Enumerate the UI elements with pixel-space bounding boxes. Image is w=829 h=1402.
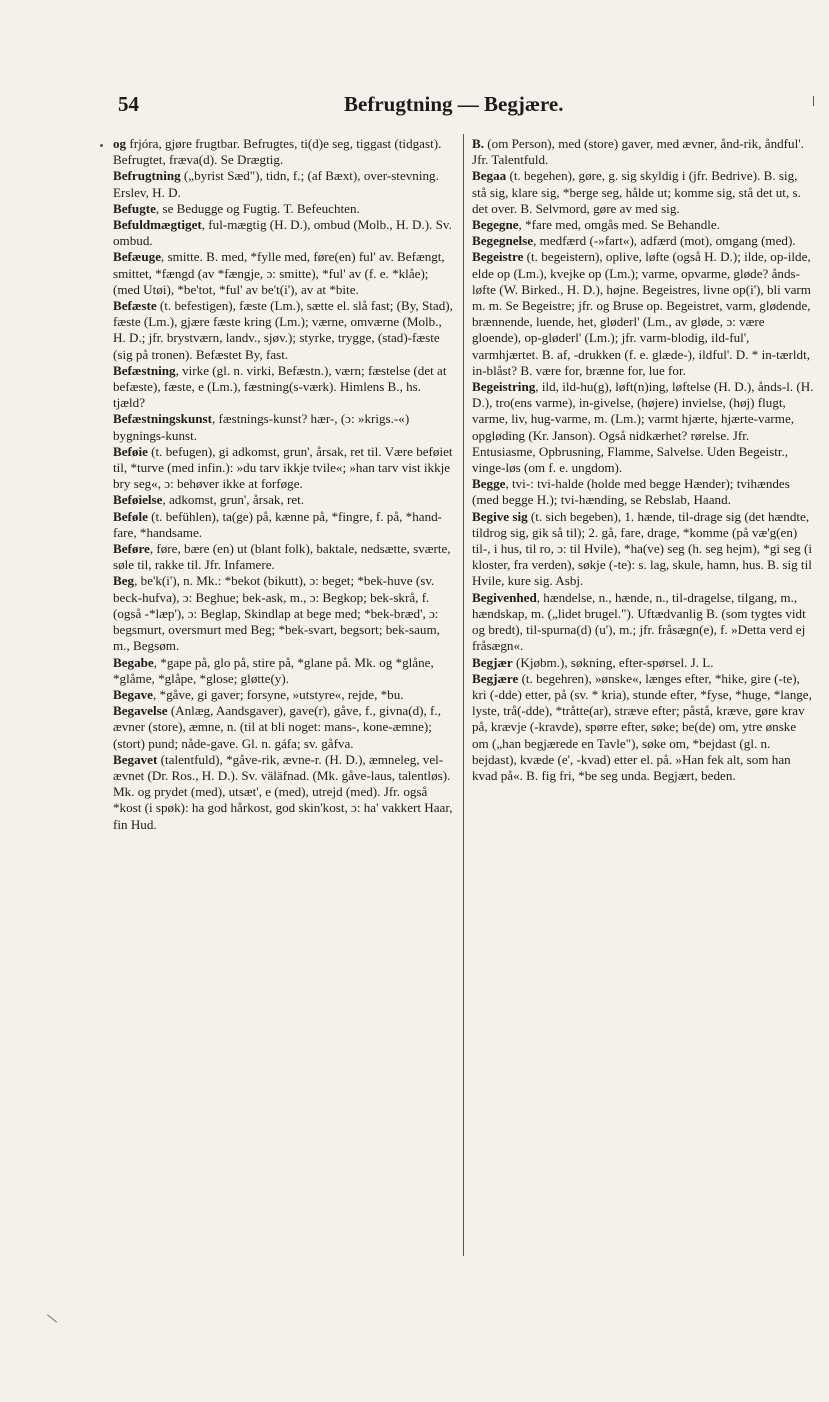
headword: Begjære xyxy=(472,670,519,686)
headword: Begavelse xyxy=(113,703,168,719)
right-column xyxy=(472,136,814,1256)
dictionary-entry: Beg, be'k(i'), n. Mk.: *bekot (bikutt), ɔ: beget; *bek-huve (sv. beck-hufva), ɔ: Beghue; bek-ask, m., ɔ: Begkop; bek-skrå, f. (også -*læp'), ɔ: Beglap, Skindlap at bege med; *bek-bræd', ɔ: begsmurt, oversmurt med Beg; *bek-svart, begsort; bek-saum, m., Begsøm. xyxy=(113,573,440,654)
dictionary-entry: Befrugtning („byrist Sæd"), tidn, f.; (af Bæxt), over-stevning. Erslev, H. D. xyxy=(113,168,439,200)
dictionary-entry: Begegne, *fare med, omgås med. Se Behandle. xyxy=(472,217,720,233)
headword: Begjær xyxy=(472,654,513,670)
dictionary-entry: Begavet (talentfuld), *gåve-rik, ævne-r. (H. D.), æmneleg, vel-ævnet (Dr. Ros., H. D.). Sv. väläfnad. (Mk. gåve-laus, talentløs). Mk. og prydet (med), utsæt', e (med), utrejd (med). Jfr. også *kost (i spøk): ha god hårkost, god skin'kost, ɔ: ha' vakkert Haar, fin Hud. xyxy=(113,751,453,832)
dictionary-entry: Befæste (t. befestigen), fæste (Lm.), sætte el. slå fast; (By, Stad), fæste (Lm.), gjære fæste kring (Lm.); værne, omværne (Molb., H. D.; jfr. brystværn, landv., sjøv.); styrke, trygge, (stad)-fæste (sig på tronen). Befæstet By, fast. xyxy=(113,298,453,362)
dictionary-entry: Befæstningskunst, fæstnings-kunst? hær-, (ɔ: »krigs.-«) bygnings-kunst. xyxy=(113,411,410,443)
dictionary-entry: Beføielse, adkomst, grun', årsak, ret. xyxy=(113,492,305,508)
headword: Befæste xyxy=(113,298,157,314)
page-header xyxy=(118,92,588,120)
headword: Befæuge xyxy=(113,249,162,265)
dictionary-entry: Befæstning, virke (gl. n. virki, Befæstn.), værn; fæstelse (det at befæste), fæste, e (Lm.), fæstning(s-værk). Himlens B., hs. tjæld? xyxy=(113,362,447,411)
dictionary-entry: Begive sig (t. sich begeben), 1. hænde, til-drage sig (det hændte, tildrog sig, gik så til); 2. gå, fare, drage, *komme (på væ'g(en) til-, i hus, til ro, ɔ: til Hvile), *ha(ve) seg (h. seg hejm), *gi seg (i kloster, fra verden), søkje (-te): s. lag, skule, hamn, hus. B. sig til Hvile, kure sig. Asbj. xyxy=(472,508,813,589)
dictionary-entry: Begjær (Kjøbm.), søkning, efter-spørsel. J. L. xyxy=(472,654,714,670)
dictionary-entry: Begave, *gåve, gi gaver; forsyne, »utstyre«, rejde, *bu. xyxy=(113,686,404,702)
headword: Befuldmægtiget xyxy=(113,217,202,233)
margin-stroke xyxy=(47,1314,57,1322)
headword: Begavet xyxy=(113,751,158,767)
headword: Begge xyxy=(472,476,506,492)
left-column xyxy=(113,136,455,1256)
headword: Befrugtning xyxy=(113,168,181,184)
dictionary-entry: Befæuge, smitte. B. med, *fylle med, føre(en) ful' av. Befængt, smittet, *fængd (av *fængje, ɔ: smitte), *ful' av (f. e. *klåe); (med Utøi), *be'tot, *ful' av be't(i'), av at *bite. xyxy=(113,249,445,297)
headword: Begave xyxy=(113,686,153,702)
headword: Begeistring xyxy=(472,379,536,395)
headword: Begabe xyxy=(113,654,154,670)
dictionary-entry: og frjóra, gjøre frugtbar. Befrugtes, ti(d)e seg, tiggast (tidgast). Befrugtet, fræva(d). Se Drægtig. xyxy=(113,136,442,168)
headword: Beføre xyxy=(113,541,150,557)
dictionary-entry: Begegnelse, medfærd (-»fart«), adfærd (mot), omgang (med). xyxy=(472,233,796,249)
headword: Begegnelse xyxy=(472,233,534,249)
headword: Begaa xyxy=(472,168,507,184)
dictionary-entry: Begeistre (t. begeistern), oplive, løfte (også H. D.); ilde, op-ilde, elde op (Lm.), kvejke op (Lm.); varme, opvarme, gløde? ånds-løfte (W. Birked., H. D.), højne. Begeistres, livne op(i'), bli varm m. m. Se Begeistre; jfr. og Bruse op. Begeistret, varm, glødende, brænnende, luende, het, gløderl' (Lm., av gløde, ɔ: være gloende), op-gløderl' (Lm.); jfr. varm-blodig, ild-ful', varmhjærtet. B. af, -drukken (f. e. glæde-), ildful'. D. * in-tærldt, in-blåst? B. være for, brænne for, lue for. xyxy=(472,249,811,378)
headword: Befæstning xyxy=(113,362,176,378)
dictionary-entry: Begabe, *gape på, glo på, stire på, *glane på. Mk. og *glåne, *glåme, *glåpe, *glose; gløtte(y). xyxy=(113,654,434,686)
dictionary-entry: Begaa (t. begehen), gøre, g. sig skyldig i (jfr. Bedrive). B. sig, stå sig, klare sig, *berge seg, hålde ut; komme sig, stå det ut, s. det over. B. Selvmord, gøre av med sig. xyxy=(472,168,801,216)
headword: Beføle xyxy=(113,508,148,524)
headword: Befugte xyxy=(113,200,156,216)
dictionary-entry: B. (om Person), med (store) gaver, med ævner, ånd-rik, åndful'. Jfr. Talentfuld. xyxy=(472,136,804,168)
dictionary-entry: Beføre, føre, bære (en) ut (blant folk), baktale, nedsætte, sværte, søle til, rakke til. Jfr. Infamere. xyxy=(113,541,451,573)
dictionary-entry: Beføie (t. befugen), gi adkomst, grun', årsak, ret til. Være beføiet til, *turve (med infin.): »du tarv ikkje tvile«; »han tarv vist ikkje bry seg«, ɔ: behøver ikke at forføge. xyxy=(113,443,453,492)
dictionary-entry: Begjære (t. begehren), »ønske«, længes efter, *hike, gire (-te), kri (-dde) etter, på (sv. * kria), stunde efter, *fyse, *huge, *lange, lyste, trå(-dde), *tråtte(ar), stræve efter; påstå, kræve, gøre krav på, krævje (-kravde), spørre efter, søke; be(de) om, ytre ønske om („han begjærede en Tavle"), søke om, *bejdast (gl. n. bejdast), kvæde (e', -kvad) etter el. på. »Han fek alt, som han kvad på«. B. fig fri, *be seg unda. Begjært, beden. xyxy=(472,670,812,783)
headword: Beføielse xyxy=(113,492,163,508)
margin-dot xyxy=(100,144,103,147)
dictionary-entry: Befugte, se Bedugge og Fugtig. T. Befeuchten. xyxy=(113,200,360,216)
dictionary-entry: Begavelse (Anlæg, Aandsgaver), gave(r), gåve, f., givna(d), f., ævner (store), æmne, n. (til at bli noget: mans-, kone-æmne); (stort) pund; nåde-gave. Gl. n. gáfa; sv. gåfva. xyxy=(113,703,441,751)
running-head: Befrugtning — Begjære. xyxy=(344,92,564,116)
headword: Begive sig xyxy=(472,508,528,524)
headword: Beg xyxy=(113,573,135,589)
column-divider xyxy=(463,134,464,1256)
dictionary-entry: Befuldmægtiget, ful-mægtig (H. D.), ombud (Molb., H. D.). Sv. ombud. xyxy=(113,217,452,249)
headword: Beføie xyxy=(113,443,148,459)
dictionary-entry: Begge, tvi-: tvi-halde (holde med begge Hænder); tvihændes (med begge H.); tvi-hænding, se Rebslab, Haand. xyxy=(472,476,790,508)
headword: Begivenhed xyxy=(472,589,537,605)
headword: Begegne xyxy=(472,217,519,233)
dictionary-entry: Begivenhed, hændelse, n., hænde, n., til-dragelse, tilgang, m., hændskap, m. („lidet brugel."). Uftædvanlig B. (som tygtes vidt og bredt), til-spurna(d) (u'), m.; jfr. fråsægn(e), f. »Detta verd ej fråsægn«. xyxy=(472,589,806,654)
headword: og xyxy=(113,136,127,151)
page-number: 54 xyxy=(118,92,139,116)
dictionary-entry: Beføle (t. befühlen), ta(ge) på, kænne på, *fingre, f. på, *hand-fare, *handsame. xyxy=(113,508,443,540)
headword: Befæstningskunst xyxy=(113,411,212,427)
margin-tick xyxy=(813,96,814,106)
dictionary-entry: Begeistring, ild, ild-hu(g), løft(n)ing, løftelse (H. D.), ånds-l. (H. D.), tro(ens varme), in-givelse, (højere) invielse, (høj) flugt, varme, liv, hug-varme, m. (Lm.); varmt hjærte, hjærte-varme, opgløding (Kr. Janson). Også nidkærhet? rørelse. Jfr. Entusiasme, Opbrusning, Flamme, Salvelse. Uden Begeistr., vinge-løs (om f. e. ungdom). xyxy=(472,379,814,476)
headword: B. xyxy=(472,136,485,151)
headword: Begeistre xyxy=(472,249,524,265)
